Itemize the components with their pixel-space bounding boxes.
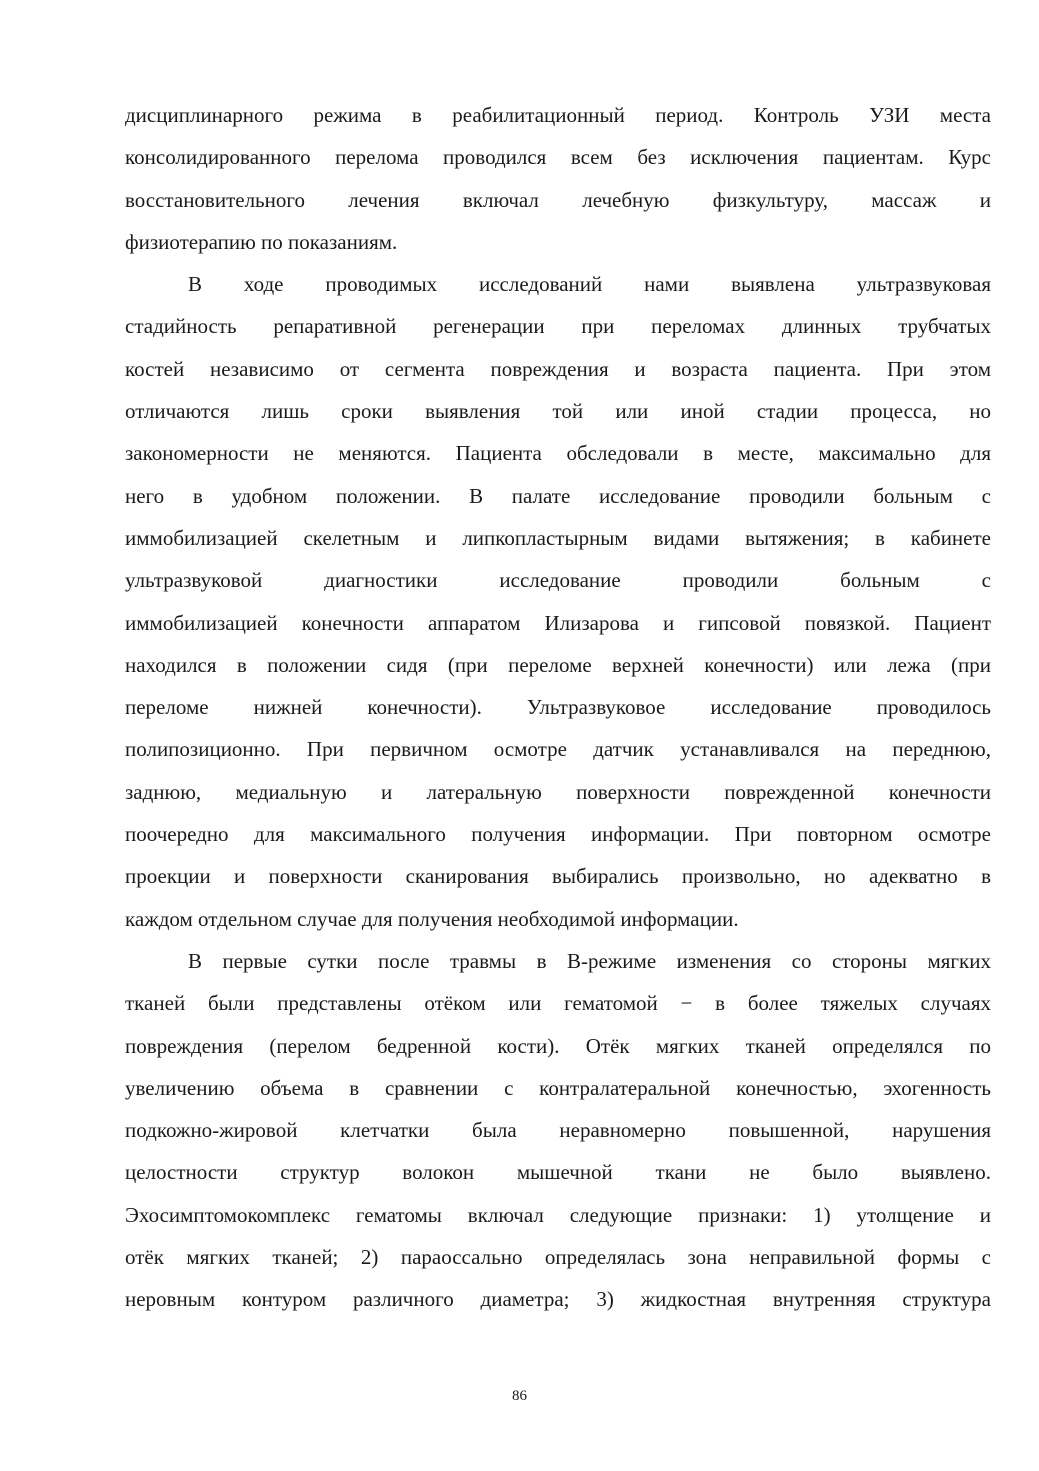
text-line: закономерности не меняются. Пациента обследовали в месте, максимально для	[125, 441, 991, 466]
text-line: дисциплинарного режима в реабилитационный период. Контроль УЗИ места	[125, 103, 991, 127]
text-line: заднюю, медиальную и латеральную поверхности поврежденной конечности	[125, 779, 991, 804]
page-number: 86	[512, 1388, 527, 1404]
text-line: восстановительного лечения включал лечебную физкультуру, массаж и	[125, 187, 991, 212]
text-line: повреждения (перелом бедренной кости). Отёк мягких тканей определялся по	[125, 1033, 991, 1058]
text-line: полипозиционно. При первичном осмотре датчик устанавливался на переднюю,	[125, 737, 991, 762]
text-line: В ходе проводимых исследований нами выявлена ультразвуковая	[188, 272, 991, 297]
text-line: стадийность репаративной регенерации при переломах длинных трубчатых	[125, 314, 991, 339]
text-line: переломе нижней конечности). Ультразвуковое исследование проводилось	[125, 695, 991, 720]
text-line: отличаются лишь сроки выявления той или иной стадии процесса, но	[125, 399, 991, 424]
text-line: костей независимо от сегмента повреждения и возраста пациента. При этом	[125, 356, 991, 381]
text-line: проекции и поверхности сканирования выбирались произвольно, но адекватно в	[125, 864, 991, 889]
text-line: неровным контуром различного диаметра; 3) жидкостная внутренняя структура	[125, 1287, 991, 1312]
text-line: Эхосимптомокомплекс гематомы включал следующие признаки: 1) утолщение и	[125, 1202, 991, 1227]
text-line: поочередно для максимального получения информации. При повторном осмотре	[125, 822, 991, 847]
text-line: ультразвуковой диагностики исследование проводили больным с	[125, 568, 991, 593]
text-line: отёк мягких тканей; 2) параоссально определялась зона неправильной формы с	[125, 1245, 991, 1270]
text-line: иммобилизацией конечности аппаратом Илизарова и гипсовой повязкой. Пациент	[125, 610, 991, 635]
text-line: подкожно-жировой клетчатки была неравномерно повышенной, нарушения	[125, 1118, 991, 1143]
text-line: тканей были представлены отёком или гематомой − в более тяжелых случаях	[125, 991, 991, 1016]
text-line: находился в положении сидя (при переломе верхней конечности) или лежа (при	[125, 652, 991, 677]
text-line: целостности структур волокон мышечной ткани не было выявлено.	[125, 1160, 991, 1185]
text-line: физиотерапию по показаниям.	[125, 229, 398, 254]
text-line: каждом отдельном случае для получения необходимой информации.	[125, 906, 739, 931]
text-line: увеличению объема в сравнении с контралатеральной конечностью, эхогенность	[125, 1075, 991, 1100]
text-line: иммобилизацией скелетным и липкопластырным видами вытяжения; в кабинете	[125, 525, 991, 550]
text-line: В первые сутки после травмы в В-режиме изменения со стороны мягких	[188, 948, 991, 973]
text-line: него в удобном положении. В палате исследование проводили больным с	[125, 483, 991, 508]
body-text	[125, 94, 991, 1321]
text-line: консолидированного перелома проводился всем без исключения пациентам. Курс	[125, 145, 991, 170]
